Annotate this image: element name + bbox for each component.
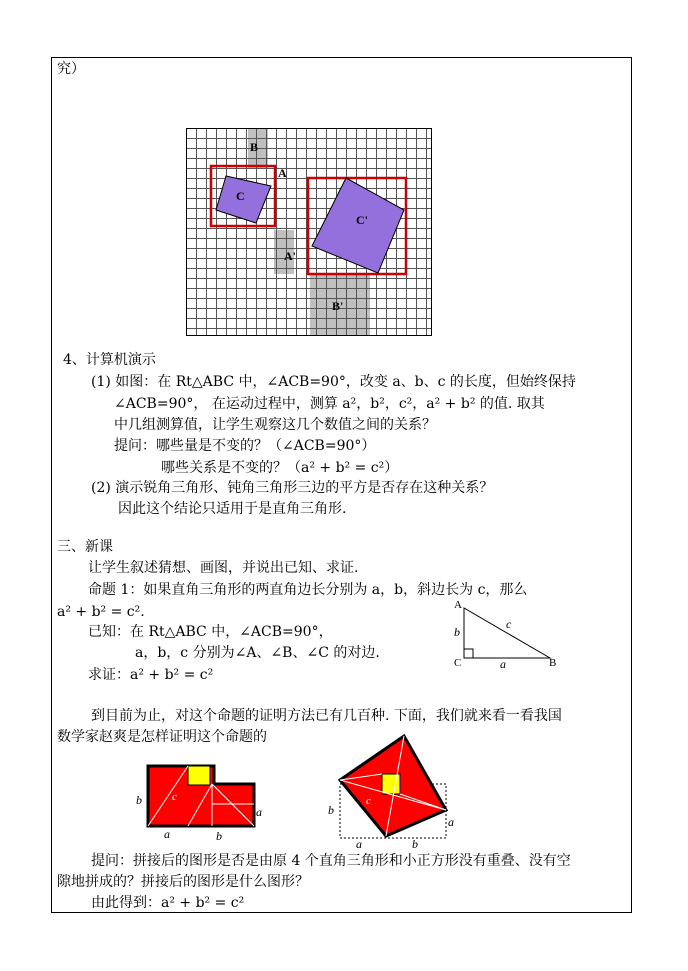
question-line2: 隙地拼成的？拼接后的图形是什么图形？ — [57, 874, 309, 890]
section3-prove: 求证：a² + b² = c² — [88, 667, 214, 683]
section3-history-line2: 数学家赵爽是怎样证明这个命题的 — [57, 729, 267, 745]
section4-p1-line3: 中几组测算值，让学生观察这几个数值之间的关系？ — [114, 417, 436, 433]
section4-question2: 哪些关系是不变的？（a² + b² = c²） — [161, 460, 399, 476]
left-proof-c: c — [172, 791, 177, 803]
section4-p3: 因此这个结论只适用于是直角三角形. — [118, 501, 347, 517]
left-proof-b-side: b — [136, 793, 142, 807]
grid-label-a: A — [278, 166, 287, 180]
continued-text: 究） — [57, 61, 85, 77]
left-proof-a-side: a — [256, 805, 262, 819]
grid-label-b2: B' — [332, 299, 344, 313]
section3-line3: a² + b² = c². — [57, 604, 145, 620]
section3-line1: 让学生叙述猜想、画图，并说出已知、求证. — [88, 560, 359, 576]
section3-title: 三、新课 — [57, 539, 113, 555]
right-proof-a-bottom: a — [356, 837, 362, 851]
question-line1: 提问：拼接后的图形是否是由原 4 个直角三角形和小正方形没有重叠、没有空 — [91, 853, 571, 869]
proof-figure-right — [326, 732, 468, 852]
left-proof-a-bottom: a — [164, 827, 170, 841]
tri-vertex-c: C — [454, 657, 462, 669]
right-proof-c: c — [366, 795, 371, 807]
right-triangle-figure — [448, 596, 560, 672]
section3-given-sides: a，b，c 分别为∠A、∠B、∠C 的对边. — [135, 645, 380, 661]
section4-question1: 提问：哪些量是不变的？（∠ACB=90°） — [114, 438, 376, 454]
section4-title: 4、计算机演示 — [63, 352, 156, 368]
grid-label-c2: C' — [356, 213, 368, 227]
grid-label-b: B — [250, 140, 259, 154]
tri-side-b: b — [454, 625, 460, 639]
grid-label-c: C — [236, 189, 245, 203]
grid-figure — [186, 128, 432, 336]
section3-history-line1: 到目前为止，对这个命题的证明方法已有几百种. 下面，我们就来看一看我国 — [91, 708, 562, 724]
section3-given: 已知：在 Rt△ABC 中，∠ACB=90°， — [88, 624, 333, 640]
left-proof-b-bottom: b — [216, 829, 222, 843]
section4-p2: (2) 演示锐角三角形、钝角三角形三边的平方是否存在这种关系？ — [91, 480, 494, 496]
tri-side-a: a — [500, 657, 506, 671]
tri-vertex-a: A — [454, 599, 462, 611]
grid-label-a2: A' — [284, 249, 296, 263]
section3-line2: 命题 1：如果直角三角形的两直角边长分别为 a，b，斜边长为 c，那么 — [88, 582, 528, 598]
section4-p1-line2: ∠ACB=90°， 在运动过程中，测算 a²，b²，c²，a² + b² 的值. 取其 — [114, 396, 545, 412]
proof-figure-left — [132, 762, 272, 846]
right-proof-b-bottom: b — [412, 837, 418, 851]
section4-p1-line1: (1) 如图：在 Rt△ABC 中，∠ACB=90°，改变 a、b、c 的长度，但始终保持 — [91, 374, 576, 390]
right-proof-b-left: b — [328, 803, 334, 817]
right-proof-a-right: a — [448, 815, 454, 829]
tri-vertex-b: B — [549, 657, 557, 669]
conclusion-line: 由此得到：a² + b² = c² — [91, 895, 245, 911]
tri-side-c: c — [506, 617, 512, 631]
